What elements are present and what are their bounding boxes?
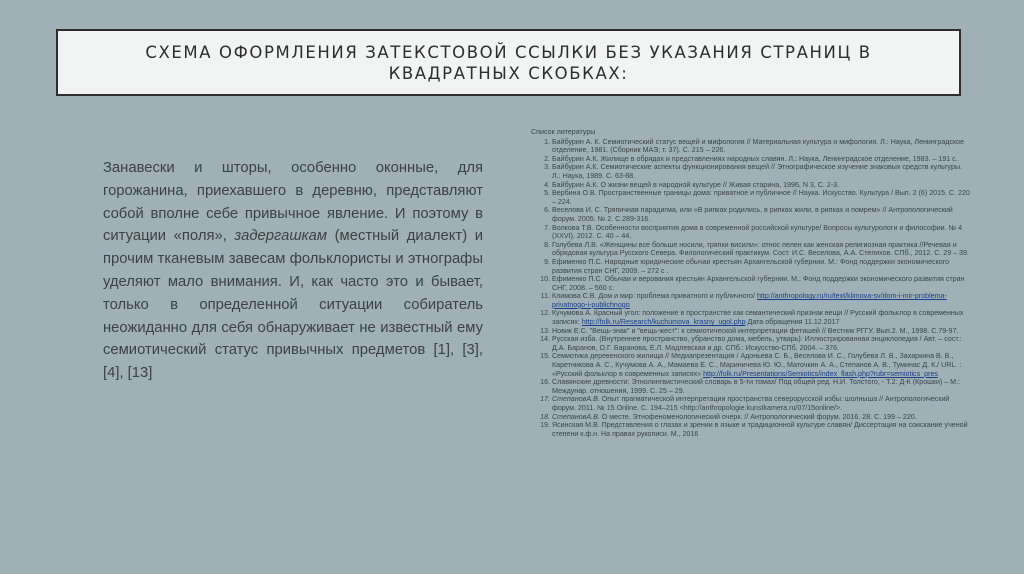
reference-number: 2. [544, 154, 550, 163]
reference-item [531, 352, 971, 378]
reference-number: 16. [540, 378, 550, 387]
reference-number: 18. [540, 412, 550, 421]
reference-number: 5. [544, 189, 550, 198]
reference-text: Ефименко П.С. Народные юридические обычаи крестьян Архангельской губернии. М.: Фонд поддержки экономического развития стран СНГ, 2009. – 272 с . [552, 257, 950, 275]
reference-text: Новик Е.С. "Вещь-знак" и "вещь-жест": к семиотической интерпретации фетишей // Вестник РГГУ. Вып.2. М., 1998. С.79-97. [552, 326, 959, 335]
body-paragraph [103, 157, 483, 385]
reference-number: 14. [540, 335, 550, 344]
reference-text: Ясинская М.В. Представления о глазах и зрении в языке и традиционной культуре славян/ Диссертация на соискание ученой степени к.ф.н. На правах рукописи. М., 2016 [552, 421, 968, 438]
references-heading: Список литературы [531, 128, 596, 136]
reference-text: Дата обращения 11.12.2017 [745, 318, 840, 327]
reference-item [531, 241, 971, 258]
reference-number: 6. [544, 206, 550, 215]
reference-number: 3. [544, 163, 550, 172]
reference-text: Климова С.В. Дом и мир: проблема приватного и публичного/ [552, 292, 757, 301]
reference-item [531, 275, 971, 292]
reference-item [531, 335, 971, 352]
reference-item [531, 206, 971, 223]
reference-number: 7. [544, 223, 550, 232]
reference-author: СтепановА.В. [552, 412, 600, 421]
reference-number: 15. [540, 352, 550, 361]
reference-number: 12. [540, 309, 550, 318]
reference-number: 4. [544, 180, 550, 189]
reference-author: СтепановА.В. [552, 395, 600, 404]
body-text-italic: задергашкам [234, 228, 328, 245]
reference-number: 8. [544, 240, 550, 249]
reference-text: Русская изба. (Внутреннее пространство, убранство дома, мебель, утварь): Иллюстрированная энциклопедия / Авт. – сост.: Д.А. Баранов, О.Г. Баранова, Е.Л. Мадлевская и др. СПб.: Искусство-СПб, 2004. – 376. [552, 335, 962, 352]
body-text-part1: Занавески и шторы, особенно оконные, для горожанина, приехавшего в деревню, представляют собой вполне себе привычное явление. И поэтому в ситуации «поля», [103, 160, 483, 245]
reference-item [531, 327, 971, 336]
reference-item [531, 258, 971, 275]
reference-text: Байбурин А. К. Семиотический статус вещей и мифология // Материальная культура и мифология. Л.: Наука, Ленинградское отделение, 1981. (Сборник МАЭ; т. 37). С. 215 – 226. [552, 137, 965, 155]
reference-text: Байбурин А.К. Семиотические аспекты функционирования вещей // Этнографическое изучение знаковых средств культуры. Л.: Наука, 1989. С. 63-88. [552, 163, 963, 180]
reference-number: 19. [540, 421, 550, 430]
reference-item [531, 378, 971, 395]
reference-item [531, 309, 971, 326]
reference-item [531, 395, 971, 412]
reference-item [531, 181, 971, 190]
body-text-part2: (местный диалект) и прочим тканевым завесам фольклористы и этнографы уделяют мало внимания. И, как часто это и бывает, только в определенной ситуации собиратель неожиданно для себя обнаруживает не известный ему семиотический статус привычных предметов [1], [3], [4], [13] [103, 228, 483, 382]
slide-title-box [56, 29, 961, 96]
reference-number: 11. [540, 292, 550, 301]
reference-item [531, 189, 971, 206]
reference-link[interactable]: http://folk.ru/Research/kuchumova_krasny_ugol.php [581, 318, 746, 327]
reference-item [531, 138, 971, 155]
reference-number: 13. [540, 326, 550, 335]
reference-link[interactable]: http://folk.ru/Presentations/Semiotics/index_flash.php?rubr=semiotics_pres [703, 369, 938, 378]
reference-text: Веселова И. С. Тряпичная парадигма, или «В рипках родились, в рипках жили, в рипках и помрем» // Антропологический форум. 2005. № 2. С.289-316. [552, 206, 953, 223]
reference-text: Семиотика деревенского жилища // Медиапрезентация / Адоньева С. Б., Веселова И. С., Голубева Л. В., Захаркина В. В., Каретникова А. С., Кучумова А. А., Мамаева Е. С., Мариничева Ю. Ю., Маточкин А. А., Степанов А. В., Туминас Д. К./ URL. : «Русский фольклор в современных записях» [552, 352, 962, 378]
references-block [531, 128, 971, 438]
reference-number: 17. [540, 395, 550, 404]
reference-text: О месте. Этнофеноменологический очерк. // Антропологический форум. 2016. 28. С. 199 – 220. [599, 412, 917, 421]
reference-item [531, 292, 971, 309]
reference-text: Вербина О.В. Пространственные границы дома: приватное и публичное // Наука. Искусство. Культура / Вып. 2 (6) 2015. С. 220 – 224. [552, 189, 970, 206]
reference-item [531, 421, 971, 438]
reference-text: Ефименко П.С. Обычаи и верования крестьян Архангельской губернии. М.: Фонд поддержки экономического развития стран СНГ, 2008. – 560 с. [552, 275, 965, 292]
slide-title: СХЕМА ОФОРМЛЕНИЯ ЗАТЕКСТОВОЙ ССЫЛКИ БЕЗ УКАЗАНИЯ СТРАНИЦ В КВАДРАТНЫХ СКОБКАХ: [145, 42, 872, 83]
reference-text: Байбурин А.К. О жизни вещей в народной культуре // Живая старина, 1996, N 3, С. 2-3. [552, 180, 840, 189]
reference-item [531, 413, 971, 422]
reference-text: Кучумова А. Красный угол: положение в пространстве как семантический признак вещи // Русский фольклор в современных записях: [552, 309, 964, 327]
reference-link[interactable]: http://anthropology.ru/ru/text/klimova-sv/dom-i-mir-problema-privatnogo-i-publichnogo [552, 292, 947, 309]
reference-number: 10. [540, 275, 550, 284]
reference-item [531, 155, 971, 164]
reference-number: 1. [544, 137, 550, 146]
reference-text: Славянские древности: Этнолингвистический словарь в 5-ти томах/ Под общей ред. Н.И. Толстого, - Т.2: Д-К (Крошки) – М.: Междунар. отношения, 1999. С. 25 – 29. [552, 378, 961, 395]
reference-item [531, 224, 971, 241]
reference-text: Опыт прагматической интерпретации пространства северорусской избы: шолныша // Антропологический форум. 2011. № 15 Online. С. 194–215 <http://anthropologie.kunstkamera.ru/07/15online/>. [552, 395, 950, 412]
reference-text: Голубева Л.В. «Женщины все больше носили, тряпки висили»: относ пелен как женская религиозная практика //Речевая и обрядовая культура Русского Севера. Филологический практикум. Сост. И.С. Веселова, А.А. Степихов. СПб., 2012. С. 29 – 39. [552, 240, 969, 258]
references-list [531, 138, 971, 439]
reference-number: 9. [544, 257, 550, 266]
reference-text: Байбурин А.К. Жилище в обрядах и представлениях народных славян. Л.: Наука, Ленинградское отделение, 1983. – 191 с. [552, 154, 958, 163]
reference-text: Волкова Т.В. Особенности восприятия дома в современной российской культуре/ Вопросы культурологи и философии. № 4 (XXVI), 2012. С. 40 – 44. [552, 223, 963, 241]
reference-item [531, 163, 971, 180]
